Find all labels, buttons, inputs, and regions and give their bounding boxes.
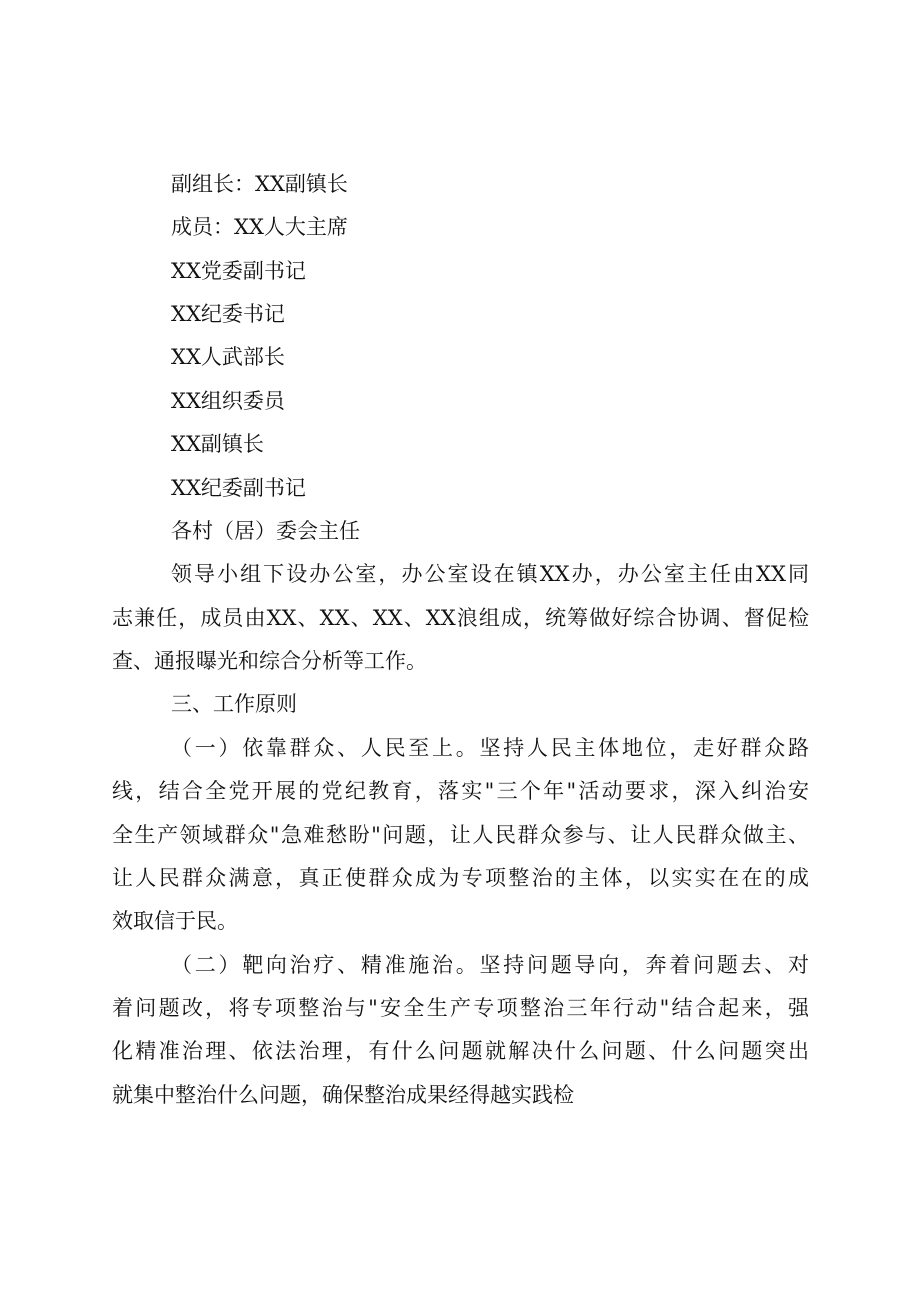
list-line-member: XX党委副书记 — [171, 259, 306, 283]
list-line-deputy-leader: 副组长：XX副镇长 — [171, 172, 348, 196]
paragraph-line: 就集中整治什么问题，确保整治成果经得越实践检 — [112, 1083, 574, 1107]
paragraph-line: （一）依靠群众、人民至上。坚持人民主体地位，走好群众路 — [171, 736, 809, 760]
paragraph-line: 线，结合全党开展的党纪教育，落实"三个年"活动要求，深入纠治安 — [112, 779, 809, 803]
list-line-member: XX组织委员 — [171, 389, 285, 413]
list-line-members: 成员：XX人大主席 — [171, 215, 348, 239]
list-line-member: 各村（居）委会主任 — [171, 519, 360, 543]
paragraph-line: 查、通报曝光和综合分析等工作。 — [112, 649, 427, 673]
list-line-member: XX副镇长 — [171, 432, 264, 456]
list-line-member: XX纪委副书记 — [171, 476, 306, 500]
paragraph-line: 化精准治理、依法治理，有什么问题就解决什么问题、什么问题突出 — [112, 1039, 809, 1063]
paragraph-line: 着问题改，将专项整治与"安全生产专项整治三年行动"结合起来，强 — [112, 996, 809, 1020]
list-line-member: XX纪委书记 — [171, 302, 285, 326]
section-heading: 三、工作原则 — [171, 692, 297, 716]
paragraph-line: 让人民群众满意，真正使群众成为专项整治的主体，以实实在在的成 — [112, 866, 809, 890]
paragraph-line: （二）靶向治疗、精准施治。坚持问题导向，奔着问题去、对 — [171, 953, 809, 977]
list-line-member: XX人武部长 — [171, 345, 285, 369]
paragraph-line: 效取信于民。 — [112, 909, 238, 933]
paragraph-line: 志兼任，成员由XX、XX、XX、XX浪组成，统筹做好综合协调、督促检 — [112, 606, 809, 630]
paragraph-line: 全生产领域群众"急难愁盼"问题，让人民群众参与、让人民群众做主、 — [112, 823, 809, 847]
paragraph-line: 领导小组下设办公室，办公室设在镇XX办，办公室主任由XX同 — [171, 562, 809, 586]
